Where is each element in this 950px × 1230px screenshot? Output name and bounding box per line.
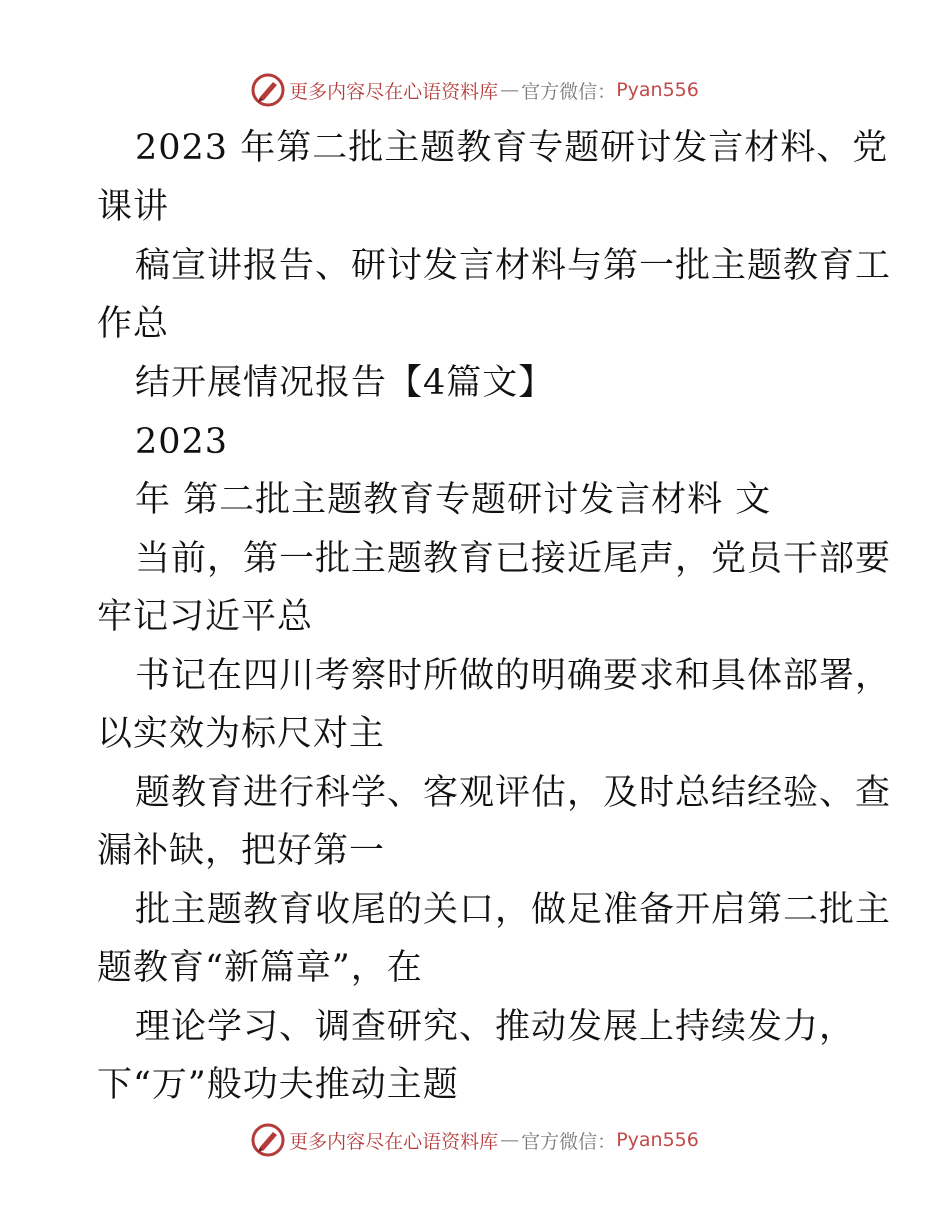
doc-line-16: 理论学习、调查研究、推动发展上持续发力， (135, 1007, 856, 1047)
header-wechat-label: 官方微信： (521, 80, 617, 103)
doc-line-3: 稿宣讲报告、研讨发言材料与第一批主题教育工 (135, 246, 892, 286)
doc-line-9: 牢记习近平总 (97, 597, 314, 637)
header-brand-text: 更多内容尽在心语资料库 (289, 80, 499, 103)
doc-line-5: 结开展情况报告【4篇文】 (135, 363, 555, 403)
doc-line-6: 2023 (135, 422, 229, 462)
footer-banner (0, 1120, 950, 1160)
doc-line-11: 以实效为标尺对主 (97, 714, 386, 754)
header-banner (0, 70, 950, 110)
doc-line-14: 批主题教育收尾的关口，做足准备开启第二批主 (135, 890, 892, 930)
brand-logo-icon (251, 73, 285, 107)
footer-wechat-id: Pyan556 (616, 1129, 699, 1151)
footer-brand-text: 更多内容尽在心语资料库 (289, 1130, 499, 1153)
footer-separator: — (500, 1129, 520, 1151)
header-wechat-id: Pyan556 (616, 79, 699, 101)
doc-line-13: 漏补缺，把好第一 (97, 831, 386, 871)
doc-line-15: 题教育“新篇章”，在 (97, 948, 423, 988)
footer-wechat-label: 官方微信： (521, 1130, 617, 1153)
doc-line-4: 作总 (97, 304, 170, 344)
doc-line-7: 年 第二批主题教育专题研讨发言材料 文 (135, 480, 772, 520)
doc-line-12: 题教育进行科学、客观评估，及时总结经验、查 (135, 773, 892, 813)
doc-line-10: 书记在四川考察时所做的明确要求和具体部署， (135, 656, 892, 696)
doc-line-17: 下“万”般功夫推动主题 (97, 1065, 459, 1105)
doc-line-8: 当前，第一批主题教育已接近尾声，党员干部要 (135, 539, 892, 579)
doc-line-2: 课讲 (97, 187, 170, 227)
header-separator: — (500, 79, 520, 101)
doc-line-1: 2023 年第二批主题教育专题研讨发言材料、党 (135, 128, 889, 168)
brand-logo-icon (251, 1123, 285, 1157)
